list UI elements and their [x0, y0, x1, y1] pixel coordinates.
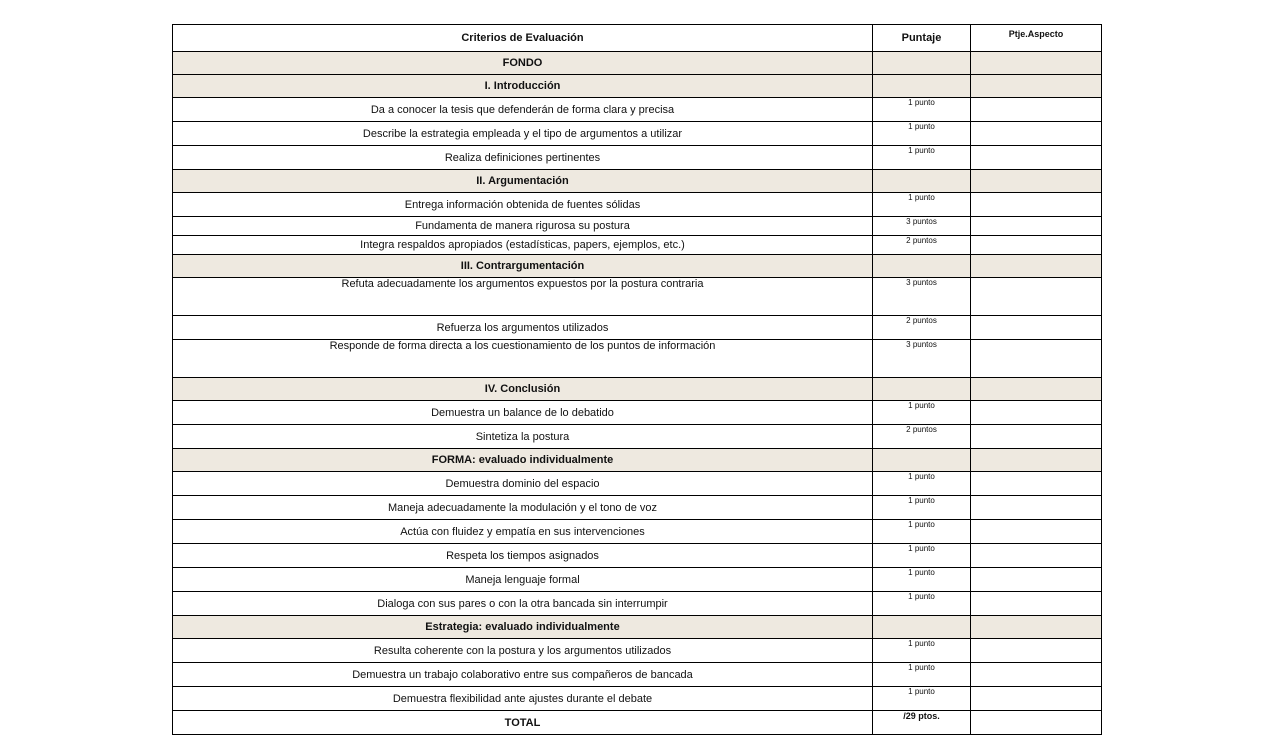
criterion-label: Resulta coherente con la postura y los argumentos utilizados — [173, 639, 873, 663]
criterion-row — [173, 217, 1102, 236]
points-cell: 3 puntos — [873, 278, 971, 316]
criterion-row — [173, 425, 1102, 449]
aspect-score-cell — [971, 52, 1102, 75]
section-label: I. Introducción — [173, 75, 873, 98]
criterion-label: Demuestra flexibilidad ante ajustes durante el debate — [173, 687, 873, 711]
section-row — [173, 170, 1102, 193]
criterion-label: Sintetiza la postura — [173, 425, 873, 449]
criterion-row — [173, 193, 1102, 217]
section-label: FONDO — [173, 52, 873, 75]
aspect-score-cell — [971, 146, 1102, 170]
criterion-label: Refuerza los argumentos utilizados — [173, 316, 873, 340]
aspect-score-cell — [971, 520, 1102, 544]
aspect-score-cell — [971, 711, 1102, 735]
aspect-score-cell — [971, 255, 1102, 278]
criterion-label: Describe la estrategia empleada y el tipo de argumentos a utilizar — [173, 122, 873, 146]
points-cell — [873, 170, 971, 193]
criterion-row — [173, 401, 1102, 425]
criterion-label: Integra respaldos apropiados (estadísticas, papers, ejemplos, etc.) — [173, 236, 873, 255]
aspect-score-cell — [971, 544, 1102, 568]
evaluation-rubric-table — [172, 24, 1102, 735]
criterion-row — [173, 663, 1102, 687]
criterion-row — [173, 520, 1102, 544]
criterion-row — [173, 496, 1102, 520]
criterion-label: Demuestra dominio del espacio — [173, 472, 873, 496]
aspect-score-cell — [971, 592, 1102, 616]
criterion-label: Da a conocer la tesis que defenderán de forma clara y precisa — [173, 98, 873, 122]
header-row — [173, 25, 1102, 52]
criterion-row — [173, 340, 1102, 378]
section-row — [173, 52, 1102, 75]
score-header: Puntaje — [873, 25, 971, 52]
aspect-score-cell — [971, 687, 1102, 711]
criterion-row — [173, 592, 1102, 616]
section-row — [173, 75, 1102, 98]
aspect-score-cell — [971, 663, 1102, 687]
criterion-label: Respeta los tiempos asignados — [173, 544, 873, 568]
points-cell: 1 punto — [873, 520, 971, 544]
points-cell — [873, 378, 971, 401]
points-cell — [873, 449, 971, 472]
points-cell: 3 puntos — [873, 217, 971, 236]
section-label: Estrategia: evaluado individualmente — [173, 616, 873, 639]
aspect-score-cell — [971, 316, 1102, 340]
points-cell — [873, 255, 971, 278]
criterion-label: Fundamenta de manera rigurosa su postura — [173, 217, 873, 236]
aspect-score-cell — [971, 170, 1102, 193]
criterion-label: Maneja adecuadamente la modulación y el tono de voz — [173, 496, 873, 520]
criterion-row — [173, 98, 1102, 122]
section-label: FORMA: evaluado individualmente — [173, 449, 873, 472]
aspect-score-cell — [971, 425, 1102, 449]
criterion-label: Demuestra un balance de lo debatido — [173, 401, 873, 425]
points-cell: 1 punto — [873, 592, 971, 616]
points-cell: 1 punto — [873, 401, 971, 425]
criterion-label: Responde de forma directa a los cuestionamiento de los puntos de información — [173, 340, 873, 378]
criterion-label: Actúa con fluidez y empatía en sus intervenciones — [173, 520, 873, 544]
points-cell: 1 punto — [873, 146, 971, 170]
aspect-score-cell — [971, 340, 1102, 378]
criterion-label: Dialoga con sus pares o con la otra bancada sin interrumpir — [173, 592, 873, 616]
total-row — [173, 711, 1102, 735]
total-points: /29 ptos. — [873, 711, 971, 735]
section-label: IV. Conclusión — [173, 378, 873, 401]
criterion-row — [173, 568, 1102, 592]
points-cell: 1 punto — [873, 496, 971, 520]
points-cell: 1 punto — [873, 98, 971, 122]
aspect-score-header: Ptje.Aspecto — [971, 25, 1102, 52]
section-row — [173, 616, 1102, 639]
section-label: II. Argumentación — [173, 170, 873, 193]
criterion-row — [173, 236, 1102, 255]
aspect-score-cell — [971, 217, 1102, 236]
criterion-label: Entrega información obtenida de fuentes sólidas — [173, 193, 873, 217]
criteria-header: Criterios de Evaluación — [173, 25, 873, 52]
points-cell: 1 punto — [873, 472, 971, 496]
criterion-label: Maneja lenguaje formal — [173, 568, 873, 592]
points-cell: 1 punto — [873, 639, 971, 663]
points-cell — [873, 616, 971, 639]
aspect-score-cell — [971, 496, 1102, 520]
aspect-score-cell — [971, 75, 1102, 98]
criterion-label: Demuestra un trabajo colaborativo entre sus compañeros de bancada — [173, 663, 873, 687]
points-cell: 1 punto — [873, 568, 971, 592]
points-cell — [873, 75, 971, 98]
aspect-score-cell — [971, 401, 1102, 425]
section-row — [173, 255, 1102, 278]
total-label: TOTAL — [173, 711, 873, 735]
criterion-row — [173, 544, 1102, 568]
points-cell: 1 punto — [873, 122, 971, 146]
criterion-label: Realiza definiciones pertinentes — [173, 146, 873, 170]
points-cell: 3 puntos — [873, 340, 971, 378]
aspect-score-cell — [971, 193, 1102, 217]
points-cell: 2 puntos — [873, 316, 971, 340]
aspect-score-cell — [971, 616, 1102, 639]
points-cell: 2 puntos — [873, 236, 971, 255]
aspect-score-cell — [971, 98, 1102, 122]
aspect-score-cell — [971, 236, 1102, 255]
section-row — [173, 449, 1102, 472]
points-cell: 1 punto — [873, 544, 971, 568]
points-cell: 1 punto — [873, 663, 971, 687]
criterion-row — [173, 316, 1102, 340]
points-cell: 1 punto — [873, 687, 971, 711]
criterion-row — [173, 278, 1102, 316]
points-cell: 2 puntos — [873, 425, 971, 449]
criterion-row — [173, 146, 1102, 170]
aspect-score-cell — [971, 449, 1102, 472]
criterion-row — [173, 122, 1102, 146]
criterion-row — [173, 639, 1102, 663]
criterion-row — [173, 687, 1102, 711]
aspect-score-cell — [971, 639, 1102, 663]
aspect-score-cell — [971, 378, 1102, 401]
section-row — [173, 378, 1102, 401]
aspect-score-cell — [971, 278, 1102, 316]
points-cell — [873, 52, 971, 75]
criterion-row — [173, 472, 1102, 496]
aspect-score-cell — [971, 472, 1102, 496]
criterion-label: Refuta adecuadamente los argumentos expuestos por la postura contraria — [173, 278, 873, 316]
aspect-score-cell — [971, 568, 1102, 592]
points-cell: 1 punto — [873, 193, 971, 217]
section-label: III. Contrargumentación — [173, 255, 873, 278]
aspect-score-cell — [971, 122, 1102, 146]
